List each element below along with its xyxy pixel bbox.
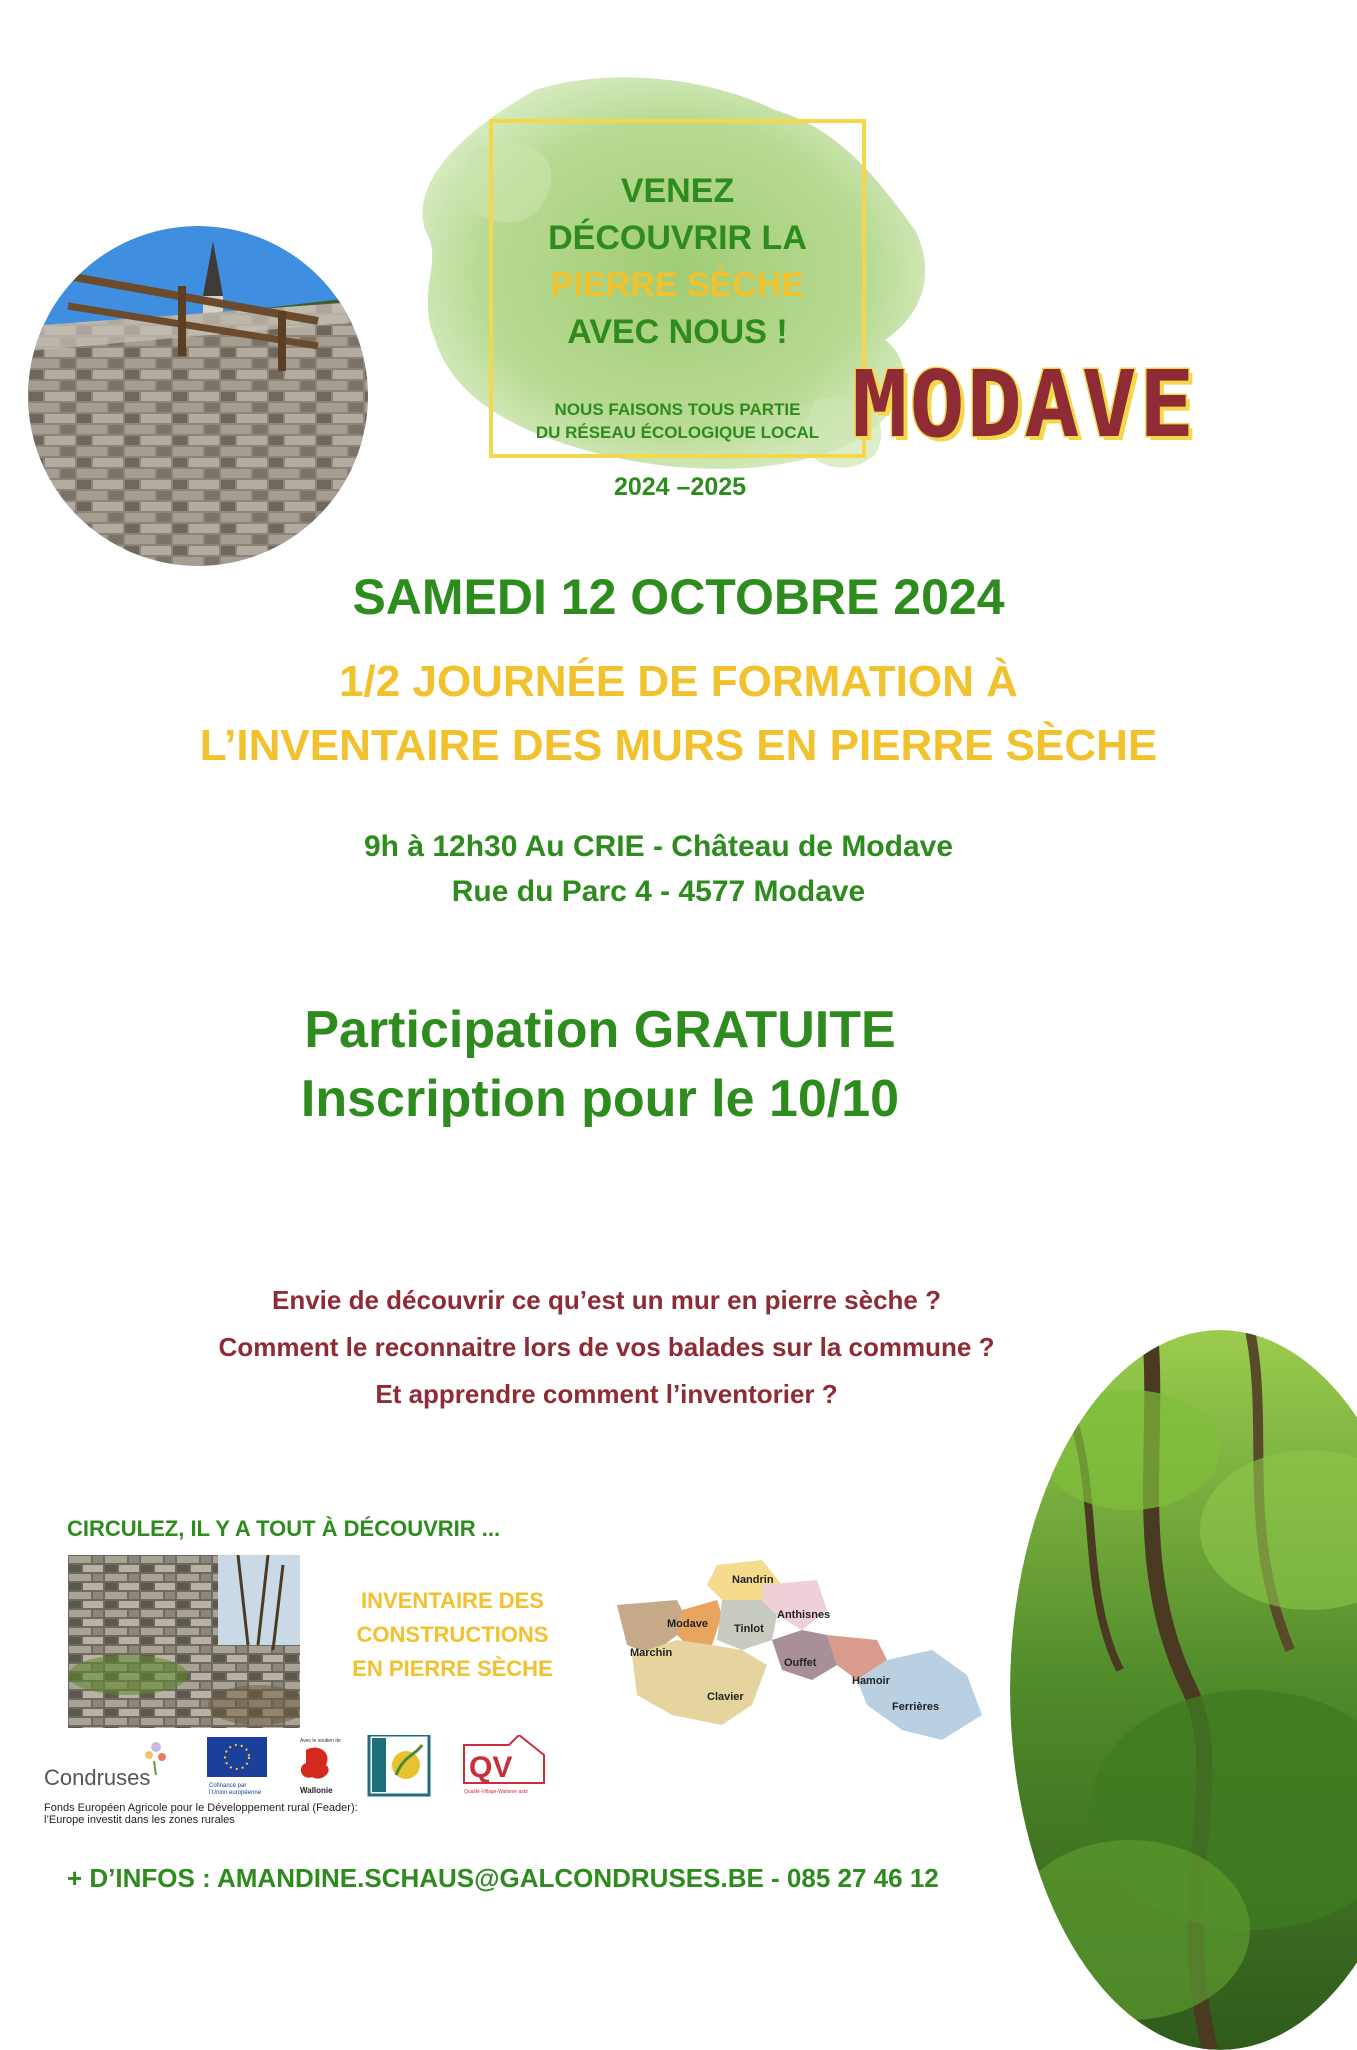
subline xyxy=(489,398,866,444)
map-label-ferrieres: Ferrières xyxy=(892,1701,940,1713)
map-label-hamoir: Hamoir xyxy=(852,1675,890,1687)
formation-line-1: 1/2 JOURNÉE DE FORMATION À xyxy=(339,657,1018,706)
question-3: Et apprendre comment l’inventorier ? xyxy=(375,1379,838,1409)
inventaire-line-3: EN PIERRE SÈCHE xyxy=(352,1656,553,1681)
modave-title: MODAVE xyxy=(852,351,1197,458)
question-2: Comment le reconnaitre lors de vos balades sur la commune ? xyxy=(218,1332,995,1362)
wallonie-logo xyxy=(300,1738,341,1795)
formation-line-2: L’INVENTAIRE DES MURS EN PIERRE SÈCHE xyxy=(199,721,1158,770)
headline-line-3: PIERRE SÈCHE xyxy=(550,266,805,304)
feader-line-1: Fonds Européen Agricole pour le Développement rural (Feader): xyxy=(44,1802,358,1814)
leader-logo xyxy=(369,1735,429,1795)
map-label-modave: Modave xyxy=(667,1618,708,1630)
map-label-anthisnes: Anthisnes xyxy=(777,1609,831,1621)
inventaire-label xyxy=(320,1584,585,1686)
dry-stone-wall-photo xyxy=(68,1555,300,1728)
svg-text:QV: QV xyxy=(469,1751,513,1784)
feader-line-2: l’Europe investit dans les zones rurales xyxy=(44,1814,235,1826)
qvw-logo xyxy=(464,1735,544,1795)
event-hours: 9h à 12h30 Au CRIE - Château de Modave xyxy=(363,830,954,863)
event-date: SAMEDI 12 OCTOBRE 2024 xyxy=(352,569,1005,625)
headline-line-4: AVEC NOUS ! xyxy=(567,313,788,351)
forest-photo xyxy=(1010,1330,1357,2050)
inventaire-line-2: CONSTRUCTIONS xyxy=(356,1622,549,1647)
subline-line-2: DU RÉSEAU ÉCOLOGIQUE LOCAL xyxy=(535,423,820,442)
inventaire-line-1: INVENTAIRE DES xyxy=(361,1588,544,1613)
years: 2024 –2025 xyxy=(613,473,747,501)
qvw-text: Qualité-Village-Wallonie asbl xyxy=(464,1789,528,1795)
eu-text-1: Cofinancé par xyxy=(209,1783,247,1789)
contact-info[interactable]: + D’INFOS : AMANDINE.SCHAUS@GALCONDRUSES.BE - 085 27 46 12 xyxy=(67,1863,939,1893)
eu-flag-logo xyxy=(207,1737,267,1796)
inscription-text: Inscription pour le 10/10 xyxy=(300,1070,900,1128)
participation-text: Participation GRATUITE xyxy=(304,1001,896,1059)
wallonie-small-text: Avec le soutien de xyxy=(300,1738,341,1744)
headline-line-1: VENEZ xyxy=(620,172,735,210)
map-label-clavier: Clavier xyxy=(707,1691,744,1703)
participation-block xyxy=(0,996,1200,1134)
map-label-marchin: Marchin xyxy=(630,1647,673,1659)
eu-text-2: l’Union européenne xyxy=(209,1790,262,1796)
condruses-text: Condruses xyxy=(44,1765,151,1790)
condruses-logo xyxy=(44,1742,166,1790)
map-label-tinlot: Tinlot xyxy=(734,1623,764,1635)
event-location xyxy=(0,824,1317,914)
circulez-heading: CIRCULEZ, IL Y A TOUT À DÉCOUVRIR ... xyxy=(67,1516,501,1541)
questions xyxy=(0,1277,1213,1418)
feader-notice xyxy=(44,1802,504,1826)
event-address: Rue du Parc 4 - 4577 Modave xyxy=(451,875,866,908)
communes-map xyxy=(612,1555,992,1765)
subline-line-1: NOUS FAISONS TOUS PARTIE xyxy=(554,400,801,419)
map-label-ouffet: Ouffet xyxy=(784,1657,817,1669)
headline-line-2: DÉCOUVRIR LA xyxy=(548,219,807,257)
map-region-ouffet xyxy=(772,1630,837,1680)
headline xyxy=(489,168,866,356)
formation-title xyxy=(0,650,1357,778)
stone-wall-photo xyxy=(28,226,368,566)
question-1: Envie de découvrir ce qu’est un mur en pierre sèche ? xyxy=(271,1285,941,1315)
map-label-nandrin: Nandrin xyxy=(732,1574,774,1586)
wallonie-text: Wallonie xyxy=(300,1786,333,1795)
